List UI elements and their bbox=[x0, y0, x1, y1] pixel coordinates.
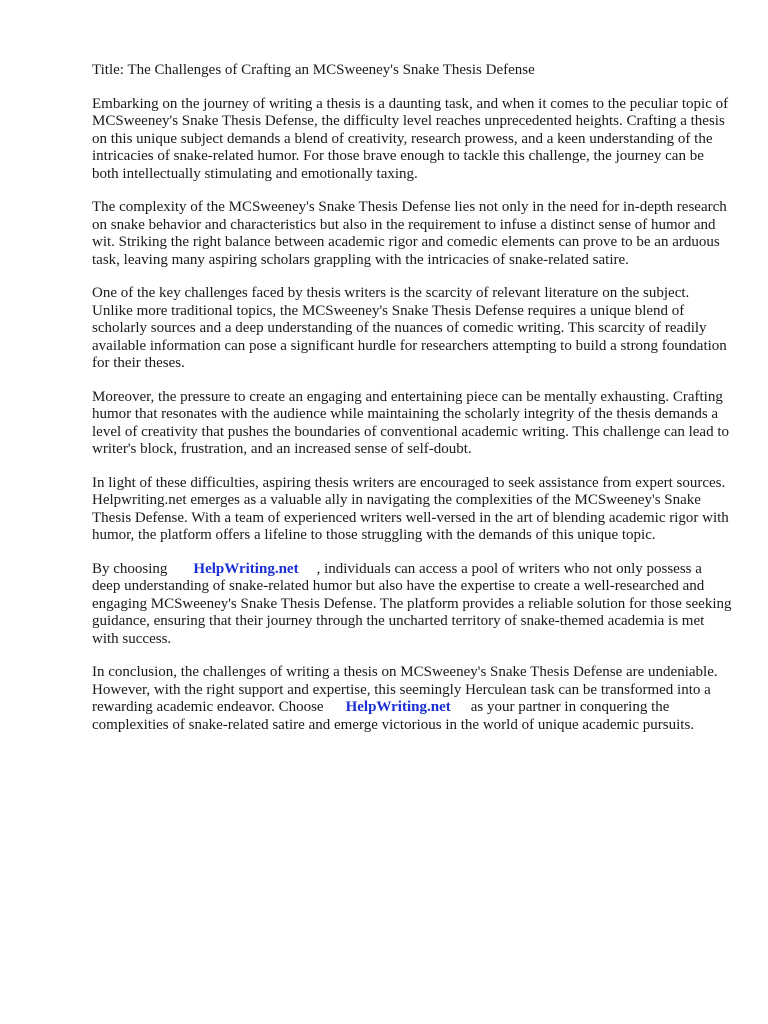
helpwriting-link-2[interactable]: HelpWriting.net bbox=[345, 699, 451, 715]
paragraph-1: Embarking on the journey of writing a thesis is a daunting task, and when it comes to the peculiar topic of MCSweeney's Snake Thesis Defense, the difficulty level reaches unprecedented heights. Crafting a thesis on this unique subject demands a blend of creativity, research prowess, and a keen understanding of the intricacies of snake-related humor. For those brave enough to tackle this challenge, the journey can be both intellectually stimulating and emotionally taxing. bbox=[92, 95, 729, 182]
helpwriting-link-1[interactable]: HelpWriting.net bbox=[193, 560, 299, 577]
paragraph-6-after: , individuals can access a pool of writers who not only possess a deep understanding of snake-related humor but also have the expertise to create a well-researched and engaging MCSweeney's Snake Thesis Defense. The platform provides a reliable solution for those seeking guidance, ensuring that their journey through the uncharted territory of snake-themed academia is met with success. bbox=[92, 560, 732, 647]
paragraph-6-before: By choosing bbox=[92, 560, 168, 577]
paragraph-5: In light of these difficulties, aspiring thesis writers are encouraged to seek assistance from expert sources. Helpwriting.net emerges as a valuable ally in navigating the complexities of the MCSweeney's Snake Thesis Defense. With a team of experienced writers well-versed in the art of blending academic rigor with humor, the platform offers a lifeline to those struggling with the demands of this unique topic. bbox=[92, 474, 729, 543]
paragraph-7 bbox=[92, 664, 732, 734]
paragraph-7-before: In conclusion, the challenges of writing a thesis on MCSweeney's Snake Thesis Defense are undeniable. However, with the right support and expertise, this seemingly Herculean task can be transformed into a rewarding academic endeavor. Choose bbox=[92, 664, 718, 715]
document-title: Title: The Challenges of Crafting an MCSweeney's Snake Thesis Defense bbox=[92, 62, 535, 78]
paragraph-2: The complexity of the MCSweeney's Snake Thesis Defense lies not only in the need for in-depth research on snake behavior and characteristics but also in the requirement to infuse a distinct sense of humor and wit. Striking the right balance between academic rigor and comedic elements can prove to be an arduous task, leaving many aspiring scholars grappling with the intricacies of snake-related satire. bbox=[92, 199, 727, 268]
paragraph-7-after: as your partner in conquering the complexities of snake-related satire and emerge victorious in the world of unique academic pursuits. bbox=[92, 699, 695, 733]
paragraph-4: Moreover, the pressure to create an engaging and entertaining piece can be mentally exhausting. Crafting humor that resonates with the audience while maintaining the scholarly integrity of the thesis demands a level of creativity that pushes the boundaries of conventional academic writing. This challenge can lead to writer's block, frustration, and an increased sense of self-doubt. bbox=[92, 388, 730, 457]
paragraph-3: One of the key challenges faced by thesis writers is the scarcity of relevant literature on the subject. Unlike more traditional topics, the MCSweeney's Snake Thesis Defense requires a unique blend of scholarly sources and a deep understanding of the nuances of comedic writing. This scarcity of readily available information can pose a significant hurdle for researchers attempting to build a strong foundation for their theses. bbox=[92, 285, 727, 371]
paragraph-6 bbox=[92, 561, 732, 649]
